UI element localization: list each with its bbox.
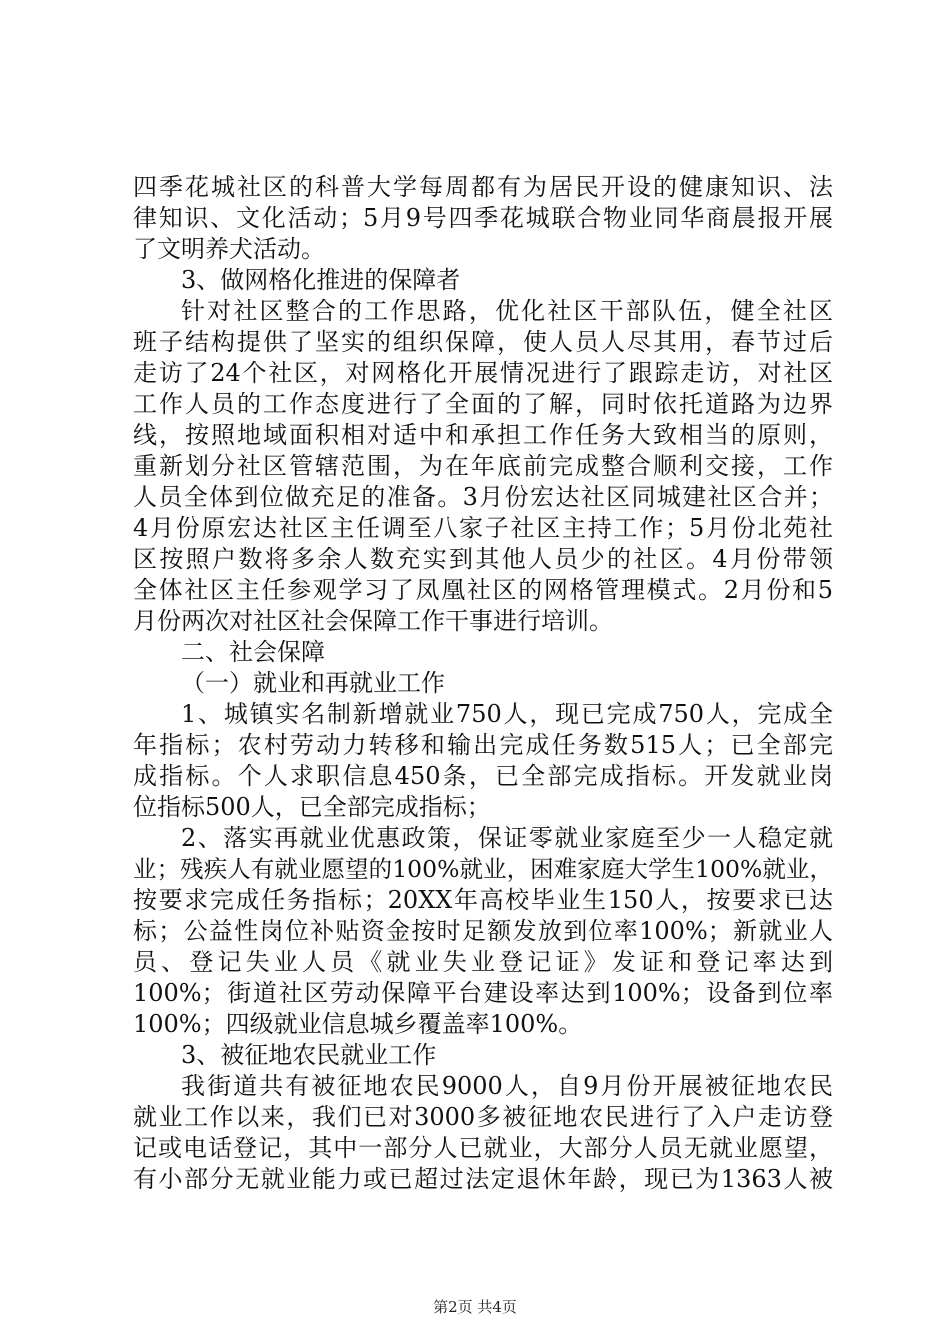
- text-line: 律知识、文化活动；5月9号四季花城联合物业同华商晨报开展: [133, 204, 833, 232]
- text-line: 记或电话登记，其中一部分人已就业，大部分人员无就业愿望，: [133, 1134, 833, 1162]
- text-line: 4月份原宏达社区主任调至八家子社区主持工作；5月份北苑社: [133, 514, 833, 542]
- text-line: 了文明养犬活动。: [133, 235, 325, 263]
- text-line: 工作人员的工作态度进行了全面的了解，同时依托道路为边界: [133, 390, 833, 418]
- text-line: 班子结构提供了坚实的组织保障，使人员人尽其用，春节过后: [133, 328, 833, 356]
- text-line: 位指标500人，已全部完成指标；: [133, 793, 491, 821]
- text-line: 区按照户数将多余人数充实到其他人员少的社区。4月份带领: [133, 545, 833, 573]
- text-line: 1、城镇实名制新增就业750人，现已完成750人，完成全: [181, 700, 833, 728]
- text-line: 100%；四级就业信息城乡覆盖率100%。: [133, 1010, 583, 1038]
- text-line: 就业工作以来，我们已对3000多被征地农民进行了入户走访登: [133, 1103, 833, 1131]
- text-line: 针对社区整合的工作思路，优化社区干部队伍，健全社区: [181, 297, 833, 325]
- text-line: 100%；街道社区劳动保障平台建设率达到100%；设备到位率: [133, 979, 833, 1007]
- text-line: 业；残疾人有就业愿望的100%就业，困难家庭大学生100%就业，: [133, 855, 833, 883]
- text-line: 重新划分社区管辖范围，为在年底前完成整合顺利交接，工作: [133, 452, 833, 480]
- text-line: 按要求完成任务指标；20XX年高校毕业生150人，按要求已达: [133, 886, 833, 914]
- text-line: 人员全体到位做充足的准备。3月份宏达社区同城建社区合并；: [133, 483, 833, 511]
- section-heading: 3、做网格化推进的保障者: [181, 266, 461, 294]
- text-line: 员、登记失业人员《就业失业登记证》发证和登记率达到: [133, 948, 833, 976]
- subsection-heading: （一）就业和再就业工作: [181, 669, 445, 697]
- section-heading: 二、社会保障: [181, 638, 325, 666]
- text-line: 线，按照地域面积相对适中和承担工作任务大致相当的原则，: [133, 421, 833, 449]
- text-line: 走访了24个社区，对网格化开展情况进行了跟踪走访，对社区: [133, 359, 833, 387]
- subsection-heading: 3、被征地农民就业工作: [181, 1041, 437, 1069]
- text-line: 成指标。个人求职信息450条，已全部完成指标。开发就业岗: [133, 762, 833, 790]
- text-line: 我街道共有被征地农民9000人，自9月份开展被征地农民: [181, 1072, 833, 1100]
- text-line: 标；公益性岗位补贴资金按时足额发放到位率100%；新就业人: [133, 917, 833, 945]
- text-line: 有小部分无就业能力或已超过法定退休年龄，现已为1363人被: [133, 1165, 833, 1193]
- text-line: 2、落实再就业优惠政策，保证零就业家庭至少一人稳定就: [181, 824, 833, 852]
- page-number-footer: 第2页 共4页: [433, 1298, 517, 1316]
- text-line: 四季花城社区的科普大学每周都有为居民开设的健康知识、法: [133, 173, 833, 201]
- text-line: 月份两次对社区社会保障工作干事进行培训。: [133, 607, 613, 635]
- text-line: 全体社区主任参观学习了凤凰社区的网格管理模式。2月份和5: [133, 576, 833, 604]
- document-body: [133, 172, 833, 1195]
- text-line: 年指标；农村劳动力转移和输出完成任务数515人；已全部完: [133, 731, 833, 759]
